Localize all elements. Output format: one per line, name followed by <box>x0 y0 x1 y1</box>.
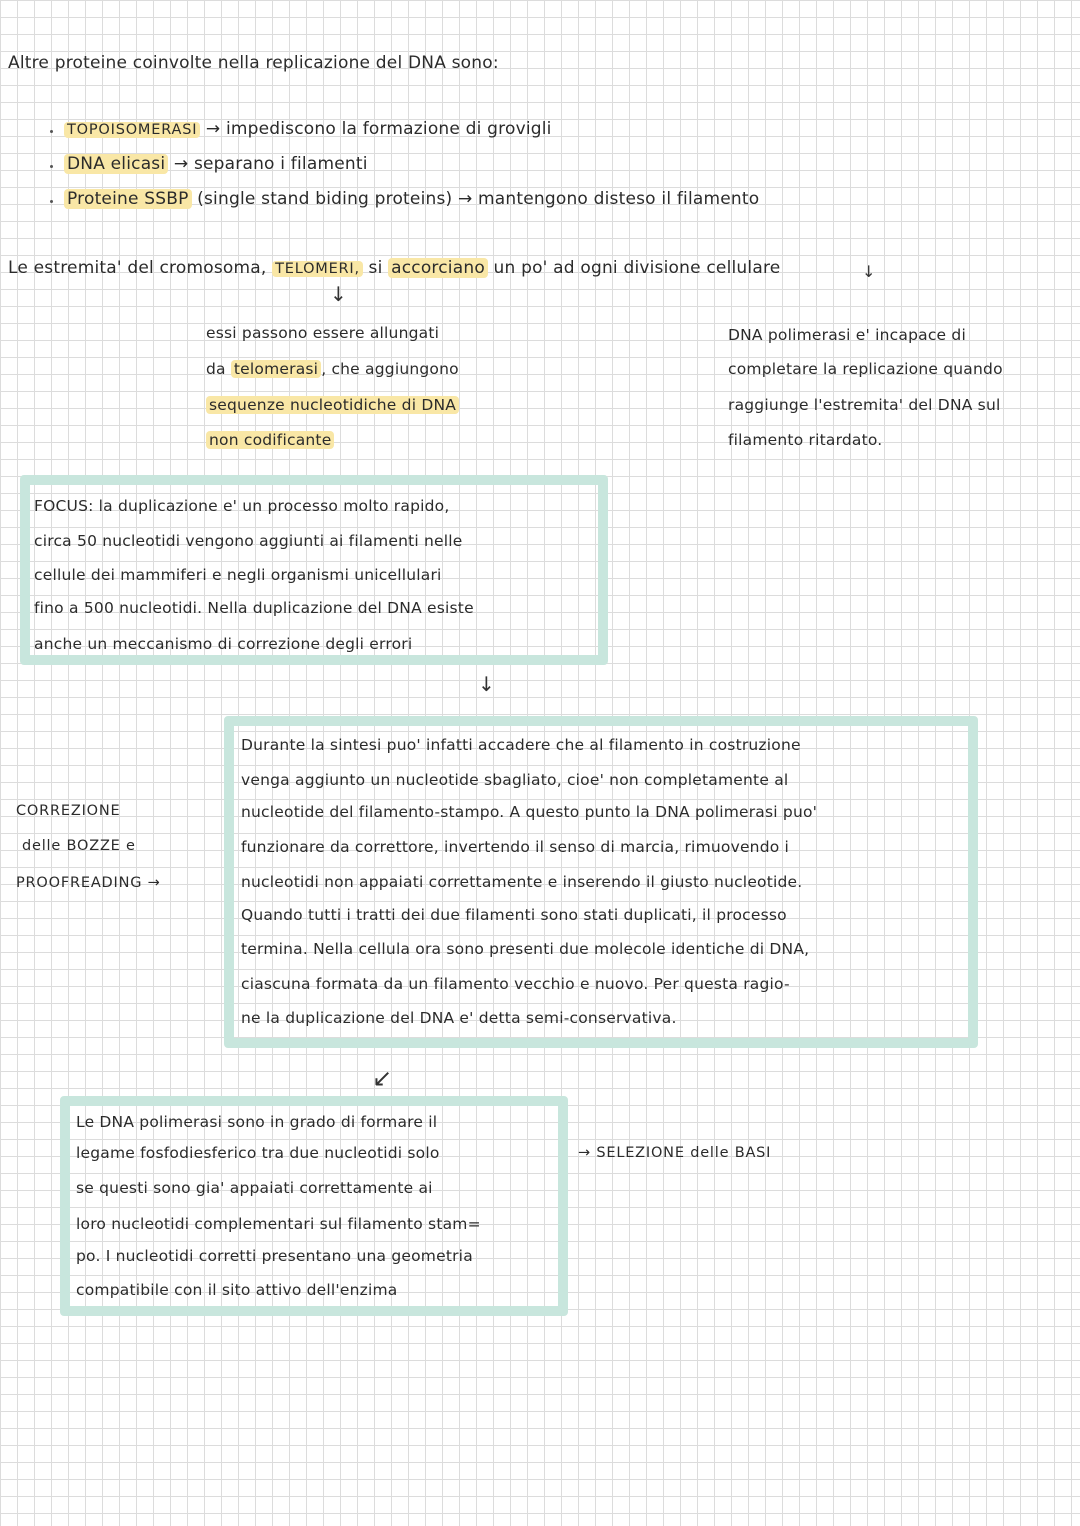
telomerase-text: , che aggiungono <box>321 360 459 378</box>
proofreading-line: ciascuna formata da un filamento vecchio e nuovo. Per questa ragio- <box>241 975 790 993</box>
telomeres-text: un po' ad ogni divisione cellulare <box>493 258 781 278</box>
phosphodiester-line: se questi sono gia' appaiati correttamente ai <box>76 1179 433 1197</box>
phosphodiester-line: loro nucleotidi complementari sul filamento stam= <box>76 1215 481 1233</box>
telomerase-highlight: sequenze nucleotidiche di DNA <box>206 396 459 414</box>
protein-term: TOPOISOMERASI <box>64 122 200 138</box>
down-arrow-icon: ↓ <box>478 672 495 696</box>
proofreading-line: nucleotide del filamento-stampo. A questo punto la DNA polimerasi puo' <box>241 803 818 821</box>
proofreading-line: venga aggiunto un nucleotide sbagliato, cioe' non completamente al <box>241 771 789 789</box>
telomerase-term: telomerasi <box>231 360 321 378</box>
proofreading-line: funzionare da correttore, invertendo il senso di marcia, rimuovendo i <box>241 838 790 856</box>
down-arrow-icon: ↓ <box>330 282 347 306</box>
protein-item <box>64 117 552 142</box>
base-selection-label: → SELEZIONE delle BASI <box>578 1145 772 1161</box>
telomerase-text: da <box>206 360 226 378</box>
proofreading-label: CORREZIONE <box>16 803 121 819</box>
telomeres-term: TELOMERI, <box>272 261 363 277</box>
protein-desc: → separano i filamenti <box>173 154 368 174</box>
proofreading-line: Durante la sintesi puo' infatti accadere che al filamento in costruzione <box>241 736 801 754</box>
focus-line: fino a 500 nucleotidi. Nella duplicazione del DNA esiste <box>34 599 474 617</box>
telomeres-text: Le estremita' del cromosoma, <box>8 258 267 278</box>
focus-line: FOCUS: la duplicazione e' un processo molto rapido, <box>34 497 450 515</box>
focus-line: circa 50 nucleotidi vengono aggiunti ai filamenti nelle <box>34 532 463 550</box>
polymerase-note-line: completare la replicazione quando <box>728 360 1003 378</box>
polymerase-note-line: raggiunge l'estremita' del DNA sul <box>728 396 1001 414</box>
polymerase-note-line: filamento ritardato. <box>728 431 883 449</box>
bullet <box>50 200 53 203</box>
curve-arrow-icon: ↙ <box>372 1064 393 1092</box>
telomerase-line: essi passono essere allungati <box>206 324 440 342</box>
accorciano-term: accorciano <box>388 258 488 278</box>
telomeres-line <box>8 256 780 281</box>
telomerase-line <box>206 428 334 452</box>
protein-term: DNA elicasi <box>64 154 168 174</box>
bullet <box>50 165 53 168</box>
telomerase-line <box>206 357 459 381</box>
focus-line: cellule dei mammiferi e negli organismi unicellulari <box>34 566 442 584</box>
proofreading-line: ne la duplicazione del DNA e' detta semi-conservativa. <box>241 1009 677 1027</box>
telomerase-line <box>206 393 459 417</box>
protein-desc: → impediscono la formazione di grovigli <box>205 119 552 139</box>
phosphodiester-line: compatibile con il sito attivo dell'enzima <box>76 1281 398 1299</box>
protein-desc: (single stand biding proteins) → mantengono disteso il filamento <box>197 189 760 209</box>
telomerase-highlight: non codificante <box>206 431 334 449</box>
phosphodiester-line: po. I nucleotidi corretti presentano una geometria <box>76 1247 473 1265</box>
protein-item <box>64 187 759 211</box>
phosphodiester-line: Le DNA polimerasi sono in grado di formare il <box>76 1113 438 1131</box>
bullet <box>50 130 53 133</box>
protein-term: Proteine SSBP <box>64 189 192 209</box>
proofreading-label: PROOFREADING → <box>16 875 161 891</box>
focus-line: anche un meccanismo di correzione degli errori <box>34 635 413 653</box>
curve-arrow-icon: ↓ <box>862 262 876 281</box>
phosphodiester-line: legame fosfodiesferico tra due nucleotidi solo <box>76 1144 440 1162</box>
intro-line: Altre proteine coinvolte nella replicazione del DNA sono: <box>8 53 499 73</box>
proofreading-line: nucleotidi non appaiati correttamente e inserendo il giusto nucleotide. <box>241 873 803 891</box>
telomeres-text: si <box>368 258 383 278</box>
proofreading-line: Quando tutti i tratti dei due filamenti sono stati duplicati, il processo <box>241 906 787 924</box>
proofreading-line: termina. Nella cellula ora sono presenti due molecole identiche di DNA, <box>241 940 810 958</box>
proofreading-label: delle BOZZE e <box>22 838 136 854</box>
polymerase-note-line: DNA polimerasi e' incapace di <box>728 326 966 344</box>
protein-item <box>64 152 368 176</box>
